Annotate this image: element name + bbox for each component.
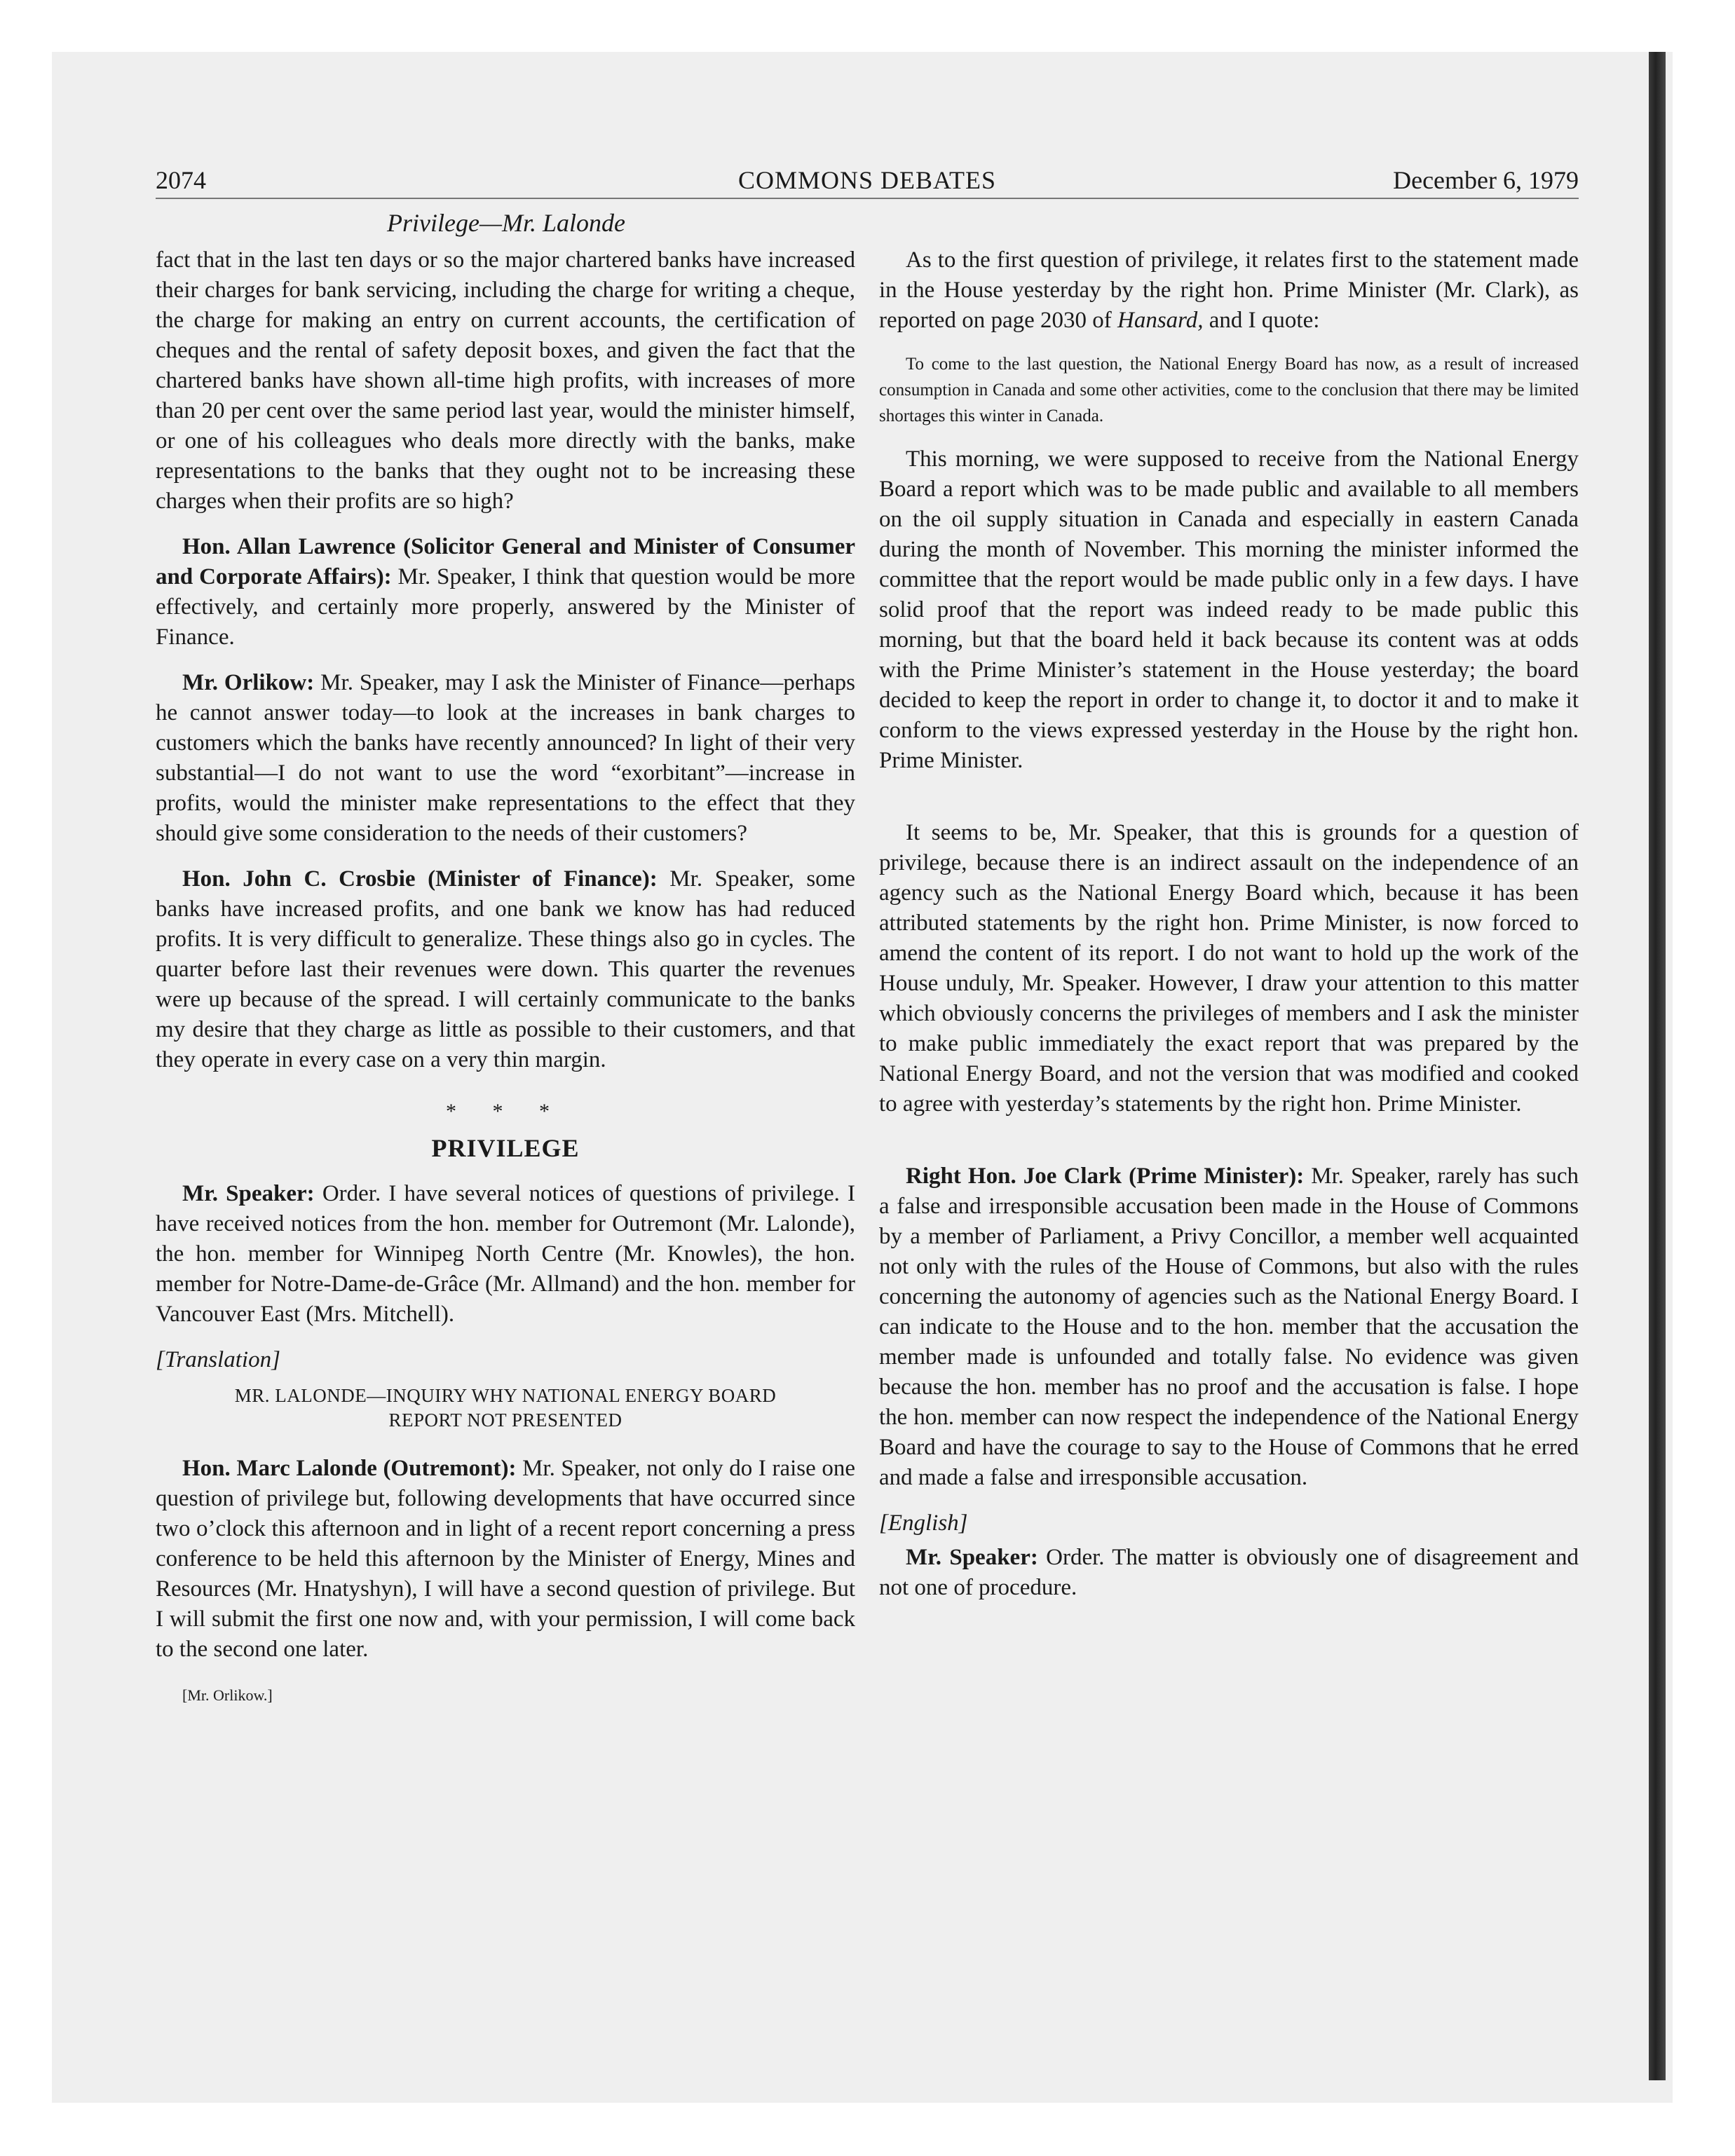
speaker-name: Mr. Orlikow: [182, 670, 315, 695]
footer-note: [Mr. Orlikow.] [182, 1686, 273, 1704]
section-separator: * * * [446, 1100, 565, 1123]
publication-title: COMMONS DEBATES [737, 166, 997, 194]
speech-text: Order. I have several notices of questions of privilege. I have received notices from the hon. member for Outremont (Mr. Lalonde), the hon. member for Winnipeg North Centre (Mr. Knowles), the hon. member for Notre-Dame-de-Grâce (Mr. Allmand) and the hon. member for Vancouver East (Mrs. Mitchell). [156, 1181, 855, 1327]
section-heading: PRIVILEGE [431, 1134, 580, 1162]
page-number: 2074 [156, 166, 206, 194]
issue-date: December 6, 1979 [1393, 166, 1579, 194]
speech-text: Mr. Speaker, rarely has such a false and irresponsible accusation been made in the House of Commons by a member of Parliament, a Privy Concillor, a member well acquainted not only with the rules of the House of Commons, but also with the rules concerning the autonomy of agencies such as the National Energy Board. I can indicate to the House and to the hon. member that the accusation the member made is unfounded and totally false. No evidence was given because the hon. member has no proof and the accusation is false. I hope the hon. member can now respect the independence of the National Energy Board and have the courage to say to the House of Commons that he erred and made a false and irresponsible accusation. [879, 1164, 1579, 1490]
left-paragraph-orlikow [156, 668, 855, 849]
speech-text: Order. The matter is obviously one of disagreement and not one of procedure. [879, 1545, 1579, 1600]
left-paragraph-lalonde [156, 1454, 855, 1665]
left-paragraph-speaker [156, 1179, 855, 1330]
running-head: Privilege—Mr. Lalonde [387, 209, 625, 237]
left-paragraph-crosbie [156, 864, 855, 1075]
speaker-name: Hon. Allan Lawrence (Solicitor General and Minister of Consumer and Corporate Affairs): [156, 534, 855, 589]
speech-text: Mr. Speaker, I think that question would be more effectively, and certainly more properly, answered by the Minister of Finance. [156, 564, 855, 650]
translation-marker: [Translation] [156, 1347, 280, 1372]
right-paragraph-speaker [879, 1543, 1579, 1603]
header-rule [156, 198, 1579, 199]
hansard-italic: Hansard, [1117, 308, 1204, 333]
speaker-name: Mr. Speaker: [906, 1545, 1038, 1570]
right-paragraph-1 [879, 245, 1579, 336]
speech-text: Mr. Speaker, not only do I raise one question of privilege but, following developments that have occurred since two o’clock this afternoon and in light of a recent report concerning a press conference to be held this afternoon by the Minister of Energy, Mines and Resources (Mr. Hnatyshyn), I will have a second question of privilege. But I will submit the first one now and, with your permission, I will come back to the second one later. [156, 1456, 856, 1662]
speech-text: As to the first question of privilege, it relates first to the statement made in the House yesterday by the right hon. Prime Minister (Mr. Clark), as reported on page 2030 of [879, 247, 1579, 333]
right-paragraph-clark [879, 1161, 1579, 1493]
speech-text-tail: and I quote: [1203, 308, 1320, 333]
speech-text: Mr. Speaker, some banks have increased profits, and one bank we know has had reduced profits. It is very difficult to generalize. These things also go in cycles. The quarter before last their revenues were down. This quarter the revenues were up because of the spread. I will certainly communicate to the banks my desire that they charge as little as possible to their customers, and that they operate in every case on a very thin margin. [156, 866, 855, 1072]
scan-edge-shadow [1649, 52, 1666, 2080]
page-header [156, 163, 1579, 198]
right-paragraph-3: It seems to be, Mr. Speaker, that this is grounds for a question of privilege, because there is an indirect assault on the independence of an agency such as the National Energy Board which, because it has been attributed statements by the right hon. Prime Minister, is now forced to amend the content of its report. I do not want to hold up the work of the House unduly, Mr. Speaker. However, I draw your attention to this matter which obviously concerns the privileges of members and I ask the minister to make public immediately the exact report that was prepared by the National Energy Board, and not the version that was modified and cooked to agree with yesterday’s statements by the right hon. Prime Minister. [879, 820, 1579, 1117]
speaker-name: Hon. Marc Lalonde (Outremont): [182, 1456, 517, 1481]
right-column [879, 245, 1579, 1603]
subheading: MR. LALONDE—INQUIRY WHY NATIONAL ENERGY BOARD REPORT NOT PRESENTED [234, 1385, 777, 1431]
left-paragraph-1: fact that in the last ten days or so the major chartered banks have increased their charges for bank servicing, including the charge for writing a cheque, the charge for making an entry on current accounts, the certification of cheques and the rental of safety deposit boxes, and given the fact that the chartered banks have shown all-time high profits, with increases of more than 20 per cent over the same period last year, would the minister himself, or one of his colleagues who deals more directly with the banks, make representations to the banks that they ought not to be increasing these charges when their profits are so high? [156, 247, 855, 514]
speaker-name: Right Hon. Joe Clark (Prime Minister): [906, 1164, 1305, 1189]
speaker-name: Hon. John C. Crosbie (Minister of Finance): [182, 866, 658, 892]
block-quote: To come to the last question, the National Energy Board has now, as a result of increased consumption in Canada and some other activities, come to the conclusion that there may be limited shortages this winter in Canada. [879, 355, 1579, 425]
left-column [156, 245, 855, 1710]
left-paragraph-lawrence [156, 532, 855, 653]
right-paragraph-2: This morning, we were supposed to receive from the National Energy Board a report which was to be made public and available to all members on the oil supply situation in Canada and especially in eastern Canada during the month of November. This morning the minister informed the committee that the report would be made public only in a few days. I have solid proof that the report was indeed ready to be made public this morning, but that the board held it back because its content was at odds with the Prime Minister’s statement in the House yesterday; the board decided to keep the report in order to change it, to doctor it and to make it conform to the views expressed yesterday in the House by the right hon. Prime Minister. [879, 446, 1579, 773]
speech-text: Mr. Speaker, may I ask the Minister of Finance—perhaps he cannot answer today—to look at the increases in bank charges to customers which the banks have recently announced? In light of their very substantial—I do not want to use the word “exorbitant”—increase in profits, would the minister make representations to the effect that they should give some consideration to the needs of their customers? [156, 670, 855, 846]
speaker-name: Mr. Speaker: [182, 1181, 315, 1206]
english-marker: [English] [879, 1510, 968, 1536]
